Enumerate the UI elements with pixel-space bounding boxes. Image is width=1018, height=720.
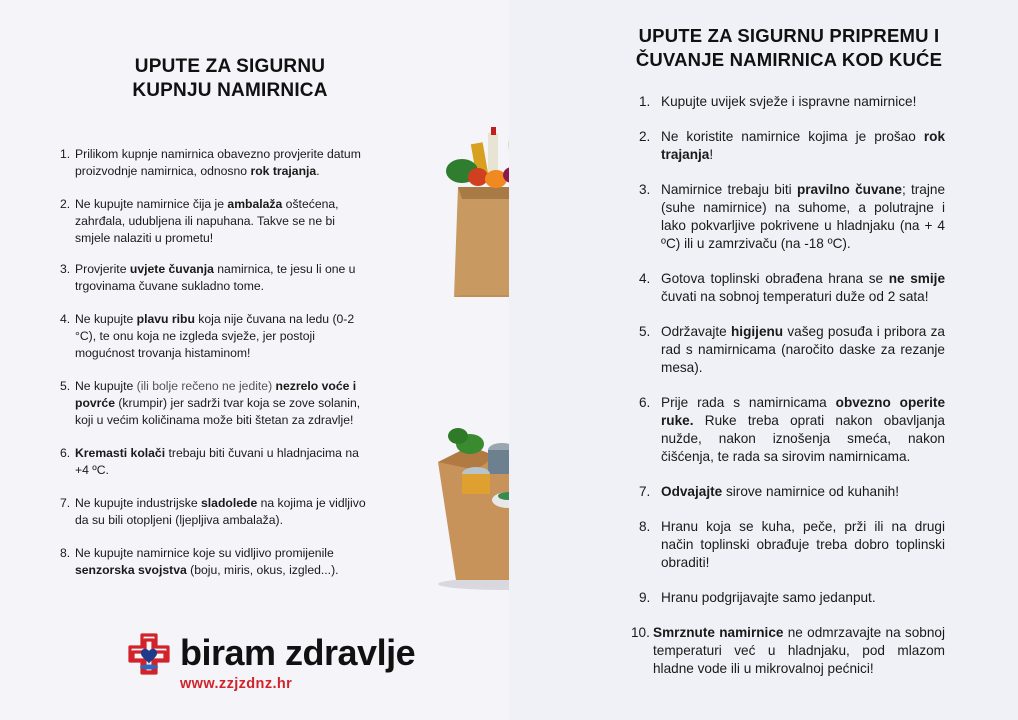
list-item-text xyxy=(75,261,370,295)
list-item-number: 8. xyxy=(60,546,71,560)
text-fragment: Gotova toplinski obrađena hrana se xyxy=(661,271,889,286)
right-title-line2: ČUVANJE NAMIRNICA KOD KUĆE xyxy=(635,49,943,70)
list-item xyxy=(60,146,370,180)
text-fragment: Ruke treba oprati nakon obavljanja nužde, nakon iznošenja smeća, nakon čišćenja, te rada sa sirovim namirnicama. xyxy=(661,413,945,464)
list-item-number: 10. xyxy=(631,625,650,640)
list-item-number: 1. xyxy=(60,147,71,161)
text-fragment: Ne kupujte industrijske xyxy=(75,496,201,510)
list-item-number: 4. xyxy=(60,312,71,326)
list-item-text xyxy=(75,378,370,429)
text-fragment: Provjerite xyxy=(75,262,130,276)
logo-biram-zdravlje[interactable] xyxy=(124,627,464,697)
list-item xyxy=(60,445,370,479)
text-fragment: Hranu koja se kuha, peče, prži ili na drugi način toplinski obrađuje treba dobro toplinski obraditi! xyxy=(661,519,945,570)
list-item-text xyxy=(661,128,945,164)
text-fragment: (ili bolje rečeno ne jedite) xyxy=(136,379,273,393)
list-item xyxy=(60,261,370,295)
emphasis-text: Smrznute namirnice xyxy=(653,625,784,640)
list-item-text xyxy=(661,181,945,253)
list-item xyxy=(639,128,945,164)
text-fragment: ne odmrzavajte na sobnoj temperaturi već u hladnjaku, pod mlazom hladne vode ili u mikrovalnoj pećnici! xyxy=(653,625,945,676)
text-fragment: Ne kupujte xyxy=(75,312,137,326)
logo-name: biram zdravlje xyxy=(180,632,416,673)
emphasis-text: plavu ribu xyxy=(136,312,195,326)
list-item-number: 2. xyxy=(60,197,71,211)
list-item-number: 5. xyxy=(60,379,71,393)
list-item-number: 6. xyxy=(60,446,71,460)
text-fragment: na kojima je vidljivo da su bili otopljeni (ljepljiva ambalaža). xyxy=(75,496,366,527)
list-item-text xyxy=(75,445,370,479)
text-fragment: Ne kupujte namirnice koje su vidljivo promijenile xyxy=(75,546,334,560)
list-item-number: 7. xyxy=(639,484,651,499)
list-item-number: 1. xyxy=(639,94,651,109)
right-page xyxy=(509,0,1018,720)
list-item xyxy=(639,323,945,377)
list-item xyxy=(639,394,945,466)
text-fragment: čuvati na sobnoj temperaturi duže od 2 sata! xyxy=(661,289,929,304)
text-fragment: . xyxy=(316,164,320,178)
emphasis-text: senzorska svojstva xyxy=(75,563,187,577)
text-fragment: Prilikom kupnje namirnica obavezno provjerite datum proizvodnje namirnica, odnosno xyxy=(75,147,361,178)
list-item-number: 4. xyxy=(639,271,651,286)
text-fragment: oštećena, zahrđala, udubljena ili napuhana. Takve se ne bi smjele nalaziti u prometu! xyxy=(75,197,339,245)
heart-cross-logo-icon xyxy=(124,631,174,681)
text-fragment: ; trajne (suhe namirnice) na suhome, a polutrajne i lako pokvarljive pokrivene u hladnjaku (na + 4 ºC) ili u zamrzivaču (na -18 ºC). xyxy=(661,182,946,251)
list-item xyxy=(639,270,945,306)
emphasis-text: ne smije xyxy=(888,271,946,286)
text-fragment: Održavajte xyxy=(661,324,731,339)
emphasis-text: ambalaža xyxy=(227,197,283,211)
list-item-number: 7. xyxy=(60,496,71,510)
list-item-text xyxy=(661,518,945,572)
list-item xyxy=(631,624,945,678)
emphasis-text: rok trajanja xyxy=(250,164,317,178)
list-item-text xyxy=(661,93,945,111)
list-item-text xyxy=(75,146,370,180)
emphasis-text: pravilno čuvane xyxy=(796,182,902,197)
right-title-line1: UPUTE ZA SIGURNU PRIPREMU I xyxy=(638,25,940,46)
text-fragment: (boju, miris, okus, izgled...). xyxy=(186,563,339,577)
list-item-text xyxy=(75,545,370,579)
right-title xyxy=(594,24,984,72)
list-item-text xyxy=(661,394,945,466)
left-title xyxy=(70,55,390,103)
list-item xyxy=(639,589,945,607)
emphasis-text: Odvajajte xyxy=(661,484,723,499)
text-fragment: koja nije čuvana na ledu (0-2 °C), te onu koja ne izgleda svježe, jer postoji mogućnost trovanja histaminom! xyxy=(75,312,355,360)
emphasis-text: nezrelo voće i povrće xyxy=(75,379,357,410)
list-item-text xyxy=(75,311,370,362)
list-item xyxy=(639,93,945,111)
list-item-text xyxy=(661,483,945,501)
list-item xyxy=(639,518,945,572)
text-fragment: Prije rada s namirnicama xyxy=(661,395,836,410)
text-fragment: Hranu podgrijavajte samo jedanput. xyxy=(661,590,876,605)
list-item xyxy=(60,495,370,529)
preparation-rules-list xyxy=(631,93,946,695)
list-item-text xyxy=(75,495,370,529)
emphasis-text: uvjete čuvanja xyxy=(129,262,214,276)
list-item-number: 5. xyxy=(639,324,651,339)
text-fragment: ! xyxy=(709,147,714,162)
text-fragment: Kupujte uvijek svježe i ispravne namirnice! xyxy=(661,94,917,109)
list-item xyxy=(60,196,370,247)
left-title-line1: UPUTE ZA SIGURNU xyxy=(134,56,326,77)
list-item xyxy=(60,545,370,579)
list-item xyxy=(639,181,945,253)
emphasis-text: sladolede xyxy=(201,496,258,510)
list-item-number: 9. xyxy=(639,590,651,605)
list-item-number: 6. xyxy=(639,395,651,410)
list-item xyxy=(639,483,945,501)
emphasis-text: Kremasti kolači xyxy=(75,446,166,460)
text-fragment: Namirnice trebaju biti xyxy=(661,182,797,197)
list-item xyxy=(60,311,370,362)
text-fragment: sirove namirnice od kuhanih! xyxy=(722,484,900,499)
list-item-number: 3. xyxy=(639,182,651,197)
text-fragment: Ne koristite namirnice kojima je prošao xyxy=(661,129,924,144)
logo-url-link[interactable]: www.zzjzdnz.hr xyxy=(180,676,293,692)
emphasis-text: obvezno operite ruke. xyxy=(661,395,945,428)
list-item-number: 8. xyxy=(639,519,651,534)
text-fragment: vašeg posuđa i pribora za rad s namirnicama (naročito daske za rezanje mesa). xyxy=(661,324,945,375)
purchase-rules-list xyxy=(60,146,370,595)
list-item-text xyxy=(75,196,370,247)
text-fragment: namirnica, te jesu li one u trgovinama čuvane sukladno tome. xyxy=(75,262,356,293)
list-item-text xyxy=(653,624,945,678)
text-fragment: trebaju biti čuvani u hladnjacima na +4 ºC. xyxy=(75,446,359,477)
text-fragment: Ne kupujte xyxy=(75,379,137,393)
emphasis-text: rok trajanja xyxy=(661,129,945,162)
list-item-number: 3. xyxy=(60,262,71,276)
text-fragment: Ne kupujte namirnice čija je xyxy=(75,197,228,211)
list-item-text xyxy=(661,323,945,377)
emphasis-text: higijenu xyxy=(731,324,784,339)
list-item-text xyxy=(661,270,945,306)
list-item xyxy=(60,378,370,429)
list-item-text xyxy=(661,589,945,607)
text-fragment: (krumpir) jer sadrži tvar koja se zove solanin, koji u većim količinama može biti štetan za zdravlje! xyxy=(75,396,361,427)
left-title-line2: KUPNJU NAMIRNICA xyxy=(132,80,328,101)
list-item-number: 2. xyxy=(639,129,651,144)
